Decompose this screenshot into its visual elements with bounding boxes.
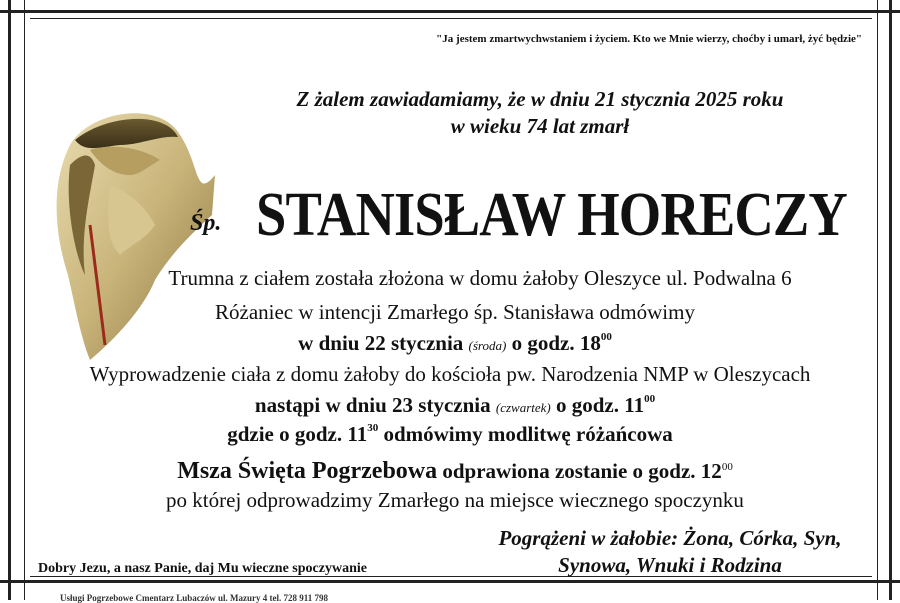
modlitwa-line bbox=[10, 422, 890, 447]
rozaniec-line: Różaniec w intencji Zmarłego śp. Stanisława odmówimy bbox=[215, 300, 695, 324]
rozaniec-date-line bbox=[30, 331, 880, 356]
rozaniec-time-sup: 00 bbox=[600, 331, 612, 343]
trumna-line: Trumna z ciałem została złożona w domu żałoby Oleszyce ul. Podwalna 6 bbox=[168, 266, 792, 290]
mourners-line-1: Pogrążeni w żałobie: Żona, Córka, Syn, bbox=[498, 526, 842, 550]
intro-text bbox=[230, 86, 850, 140]
wyprowadzenie-line: Wyprowadzenie ciała z domu żałoby do kościoła pw. Narodzenia NMP w Oleszycach bbox=[89, 362, 811, 386]
msza-sup: 00 bbox=[721, 460, 733, 473]
border-top bbox=[0, 10, 900, 13]
mourners-line-2: Synowa, Wnuki i Rodzina bbox=[558, 553, 782, 577]
nastapi-date: nastąpi w dniu 23 stycznia bbox=[254, 393, 491, 417]
nastapi-time: o godz. 11 bbox=[556, 393, 645, 417]
rozaniec-date: w dniu 22 stycznia bbox=[298, 331, 464, 355]
mourners bbox=[440, 525, 900, 579]
po-ktorej-line: po której odprowadzimy Zmarłego na miejsce wiecznego spoczynku bbox=[166, 488, 744, 512]
msza-line bbox=[10, 458, 900, 485]
bible-quote: "Ja jestem zmartwychwstaniem i życiem. Kto we Mnie wierzy, choćby i umarł, żyć będzie" bbox=[436, 33, 862, 45]
msza-title: Msza Święta Pogrzebowa bbox=[177, 458, 438, 484]
nastapi-day: (czwartek) bbox=[495, 400, 551, 415]
funeral-home-strip: Usługi Pogrzebowe Cmentarz Lubaczów ul. Mazury 4 tel. 728 911 798 bbox=[60, 593, 328, 603]
name-row bbox=[190, 180, 870, 250]
nastapi-line bbox=[30, 393, 880, 418]
rozaniec-time: o godz. 18 bbox=[511, 331, 601, 355]
deceased-name: STANISŁAW HORECZY bbox=[256, 181, 847, 249]
modlitwa-post: odmówimy modlitwę różańcowa bbox=[378, 422, 673, 446]
prayer-text: Dobry Jezu, a nasz Panie, daj Mu wieczne spoczywanie bbox=[38, 561, 367, 576]
border-bottom bbox=[0, 580, 900, 583]
msza-rest: odprawiona zostanie o godz. 12 bbox=[437, 459, 722, 483]
rozaniec-day: (środa) bbox=[468, 338, 507, 353]
nastapi-time-sup: 00 bbox=[644, 393, 656, 405]
intro-line-1: Z żalem zawiadamiamy, że w dniu 21 stycznia 2025 roku bbox=[296, 87, 784, 111]
border-top-inner bbox=[30, 18, 872, 19]
modlitwa-sup: 30 bbox=[367, 422, 379, 434]
modlitwa-pre: gdzie o godz. 11 bbox=[227, 422, 368, 446]
name-prefix: Śp. bbox=[190, 210, 222, 236]
intro-line-2: w wieku 74 lat zmarł bbox=[450, 114, 630, 138]
